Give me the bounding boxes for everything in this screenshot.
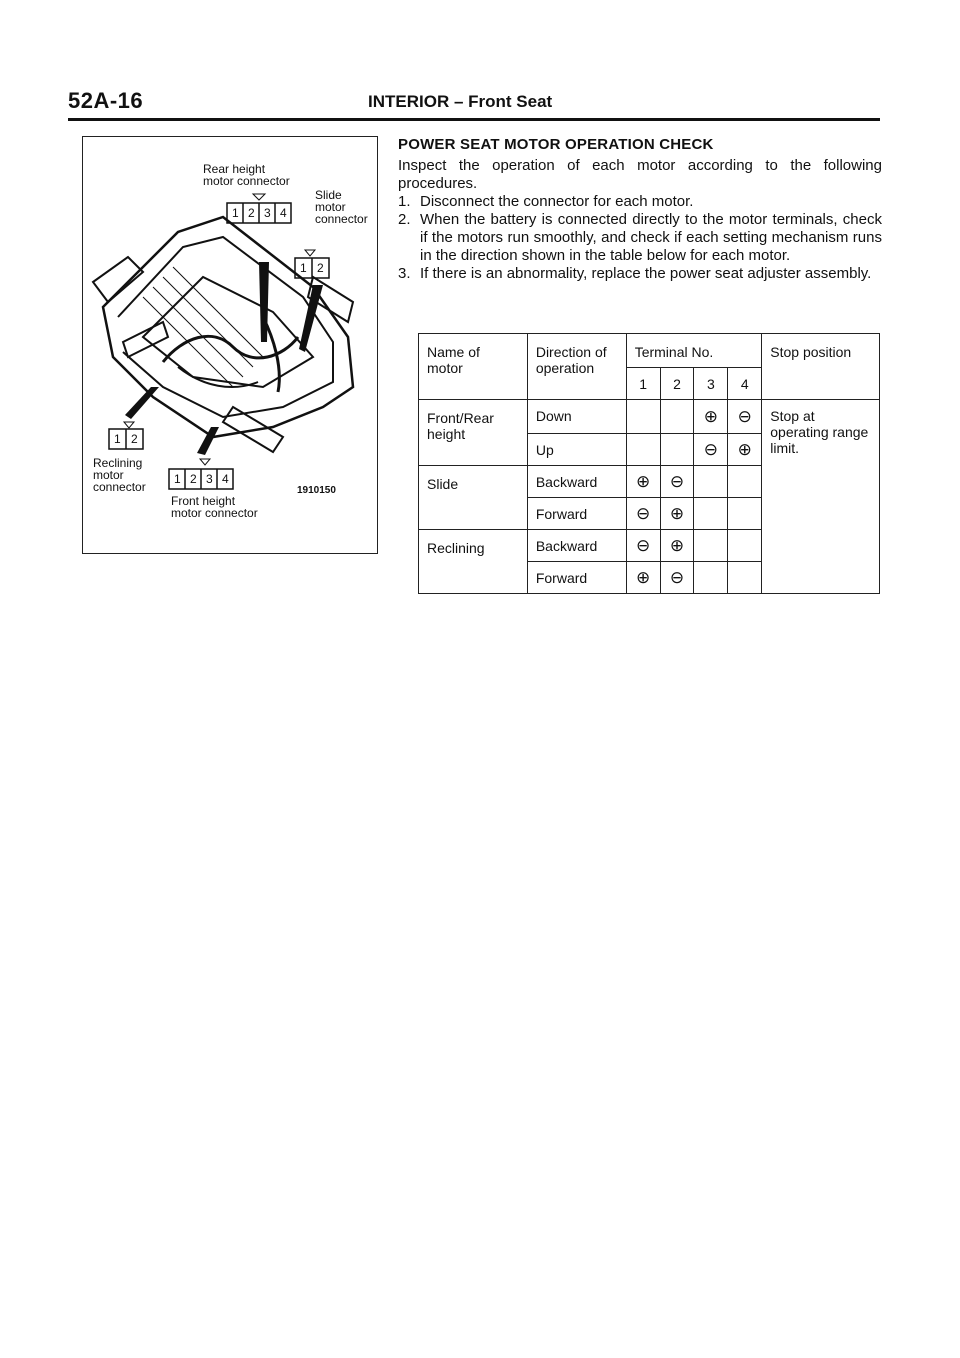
header-terminal-4: 4 (728, 368, 762, 400)
pin-label: 1 (114, 432, 121, 446)
pin-label: 1 (232, 206, 239, 220)
header-terminal-no: Terminal No. (626, 334, 762, 368)
terminal-cell: ⊕ (660, 530, 694, 562)
motor-name-cell: Slide (419, 466, 528, 530)
terminal-cell (728, 466, 762, 498)
direction-cell: Backward (527, 530, 626, 562)
terminal-cell (660, 400, 694, 434)
pin-label: 1 (174, 472, 181, 486)
intro-text: Inspect the operation of each motor according to the following procedures. (398, 157, 882, 192)
terminal-cell (694, 498, 728, 530)
terminal-cell (694, 562, 728, 594)
figure-code: 1910150 (297, 485, 336, 496)
terminal-cell (660, 434, 694, 466)
step-text: If there is an abnormality, replace the power seat adjuster assembly. (420, 265, 872, 282)
motor-name-cell: Reclining (419, 530, 528, 594)
seat-connector-figure (82, 136, 378, 554)
page-header (68, 88, 880, 120)
header-rule (68, 118, 880, 121)
step-item (398, 265, 882, 283)
motor-operation-table (418, 333, 880, 594)
terminal-cell (694, 530, 728, 562)
section-heading: POWER SEAT MOTOR OPERATION CHECK (398, 136, 714, 153)
terminal-cell (694, 466, 728, 498)
section-title: INTERIOR – Front Seat (368, 92, 553, 111)
pin-label: 4 (280, 206, 287, 220)
table-row (419, 400, 880, 434)
pin-label: 2 (190, 472, 197, 486)
motor-name-cell: Front/Rear height (419, 400, 528, 466)
rear-height-connector-label: Rear height motor connector (203, 162, 290, 188)
terminal-cell (728, 562, 762, 594)
step-text: Disconnect the connector for each motor. (420, 193, 694, 210)
terminal-cell: ⊕ (694, 400, 728, 434)
terminal-cell: ⊖ (626, 530, 660, 562)
page-number: 52A-16 (68, 88, 144, 113)
step-number: 2. (398, 211, 411, 228)
pin-label: 3 (206, 472, 213, 486)
header-direction: Direction of operation (527, 334, 626, 400)
terminal-cell: ⊖ (728, 400, 762, 434)
terminal-cell: ⊕ (626, 466, 660, 498)
terminal-cell: ⊕ (728, 434, 762, 466)
direction-cell: Up (527, 434, 626, 466)
terminal-cell: ⊖ (660, 562, 694, 594)
pin-label: 3 (264, 206, 271, 220)
pin-label: 2 (248, 206, 255, 220)
step-number: 3. (398, 265, 411, 282)
reclining-connector-label: Reclining motor connector (93, 456, 146, 494)
header-terminal-3: 3 (694, 368, 728, 400)
pin-label: 4 (222, 472, 229, 486)
terminal-cell (728, 530, 762, 562)
header-terminal-1: 1 (626, 368, 660, 400)
terminal-cell (626, 434, 660, 466)
header-terminal-2: 2 (660, 368, 694, 400)
pin-label: 2 (317, 261, 324, 275)
step-item (398, 193, 882, 211)
direction-cell: Forward (527, 498, 626, 530)
header-name-of-motor: Name of motor (419, 334, 528, 400)
direction-cell: Down (527, 400, 626, 434)
front-height-connector-label: Front height motor connector (171, 494, 258, 520)
step-text: When the battery is connected directly to the motor terminals, check if the motors run smoothly, and check if each setting mechanism runs in the direction shown in the table below for each motor. (420, 211, 882, 264)
direction-cell: Forward (527, 562, 626, 594)
terminal-cell: ⊕ (660, 498, 694, 530)
terminal-cell (626, 400, 660, 434)
procedure-steps (398, 193, 882, 283)
pin-label: 2 (131, 432, 138, 446)
terminal-cell: ⊖ (626, 498, 660, 530)
terminal-cell: ⊖ (660, 466, 694, 498)
direction-cell: Backward (527, 466, 626, 498)
terminal-cell: ⊕ (626, 562, 660, 594)
step-number: 1. (398, 193, 411, 210)
slide-connector-label: Slide motor connector (315, 188, 368, 226)
terminal-cell: ⊖ (694, 434, 728, 466)
header-stop-position: Stop position (762, 334, 880, 400)
stop-position-cell: Stop at operating range limit. (762, 400, 880, 594)
procedure-content (398, 136, 882, 283)
step-item (398, 211, 882, 265)
terminal-cell (728, 498, 762, 530)
pin-label: 1 (300, 261, 307, 275)
